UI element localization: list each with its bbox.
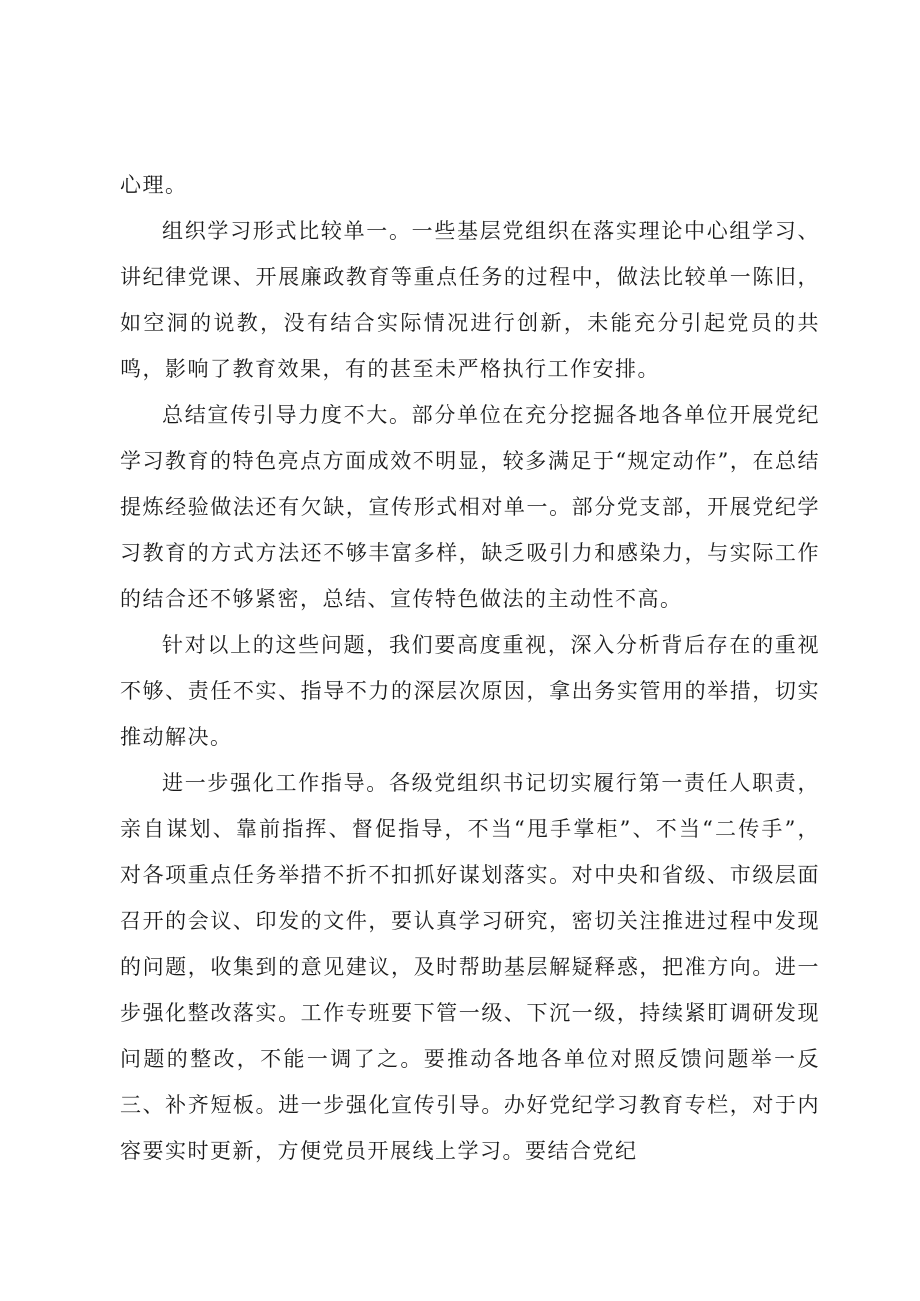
document-body xyxy=(120,162,820,1174)
paragraph-problem-response: 针对以上的这些问题，我们要高度重视，深入分析背后存在的重视不够、责任不实、指导不力的深层次原因，拿出务实管用的举措，切实推动解决。 xyxy=(120,633,820,749)
paragraph-continuation: 心理。 xyxy=(120,173,188,197)
paragraph-publicity-guidance: 总结宣传引导力度不大。部分单位在充分挖掘各地各单位开展党纪学习教育的特色亮点方面成效不明显，较多满足于“规定动作”，在总结提炼经验做法还有欠缺，宣传形式相对单一。部分党支部，开展党纪学习教育的方式方法还不够丰富多样，缺乏吸引力和感染力，与实际工作的结合还不够紧密，总结、宣传特色做法的主动性不高。 xyxy=(120,403,820,611)
paragraph-learning-format: 组织学习形式比较单一。一些基层党组织在落实理论中心组学习、讲纪律党课、开展廉政教育等重点任务的过程中，做法比较单一陈旧，如空洞的说教，没有结合实际情况进行创新，未能充分引起党员的共鸣，影响了教育效果，有的甚至未严格执行工作安排。 xyxy=(120,219,820,381)
paragraph-work-guidance: 进一步强化工作指导。各级党组织书记切实履行第一责任人职责，亲自谋划、靠前指挥、督促指导，不当“甩手掌柜”、不当“二传手”，对各项重点任务举措不折不扣抓好谋划落实。对中央和省级、市级层面召开的会议、印发的文件，要认真学习研究，密切关注推进过程中发现的问题，收集到的意见建议，及时帮助基层解疑释惑，把准方向。进一步强化整改落实。工作专班要下管一级、下沉一级，持续紧盯调研发现问题的整改，不能一调了之。要推动各地各单位对照反馈问题举一反三、补齐短板。进一步强化宣传引导。办好党纪学习教育专栏，对于内容要实时更新，方便党员开展线上学习。要结合党纪 xyxy=(120,771,820,1163)
